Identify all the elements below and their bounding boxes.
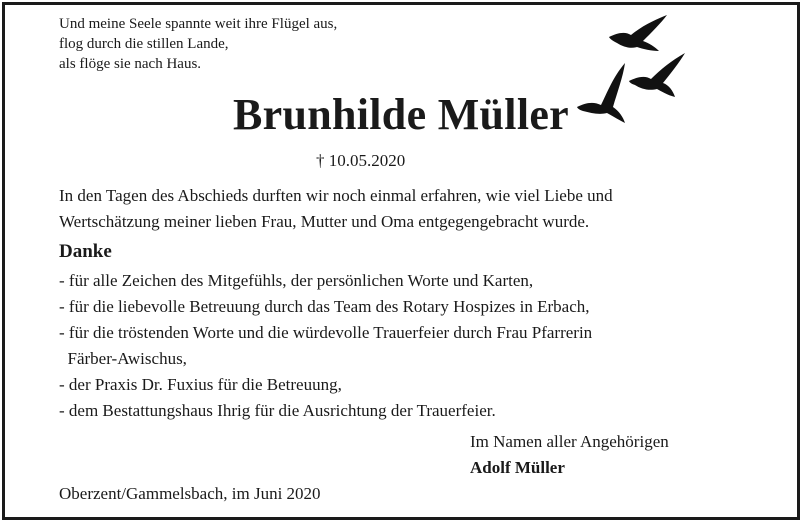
intro-line: Wertschätzung meiner lieben Frau, Mutter und Oma entgegengebracht wurde. [59, 212, 590, 231]
signature-block [470, 429, 669, 481]
list-item: - der Praxis Dr. Fuxius für die Betreuung, [59, 375, 342, 394]
thanks-list [59, 268, 592, 424]
poem [59, 14, 337, 74]
list-item: - für die tröstenden Worte und die würdevolle Trauerfeier durch Frau Pfarrerin [59, 323, 593, 342]
bird-icon [609, 15, 667, 51]
signature-line: Im Namen aller Angehörigen [470, 432, 669, 451]
list-item: - dem Bestattungshaus Ihrig für die Ausrichtung der Trauerfeier. [59, 401, 496, 420]
list-item: Färber-Awischus, [59, 349, 187, 368]
poem-line: flog durch die stillen Lande, [59, 36, 229, 52]
list-item: - für alle Zeichen des Mitgefühls, der persönlichen Worte und Karten, [59, 271, 534, 290]
obituary-notice [2, 2, 800, 520]
poem-line: als flöge sie nach Haus. [59, 56, 202, 72]
death-date: † 10.05.2020 [316, 151, 406, 170]
poem-line: Und meine Seele spannte weit ihre Flügel aus, [59, 16, 338, 32]
thanks-heading: Danke [59, 241, 112, 262]
list-item: - für die liebevolle Betreuung durch das Team des Rotary Hospizes in Erbach, [59, 297, 590, 316]
deceased-name: Brunhilde Müller [232, 90, 570, 139]
intro-text [59, 183, 613, 235]
intro-line: In den Tagen des Abschieds durften wir noch einmal erfahren, wie viel Liebe und [59, 186, 613, 205]
signer-name: Adolf Müller [470, 458, 565, 477]
place-date: Oberzent/Gammelsbach, im Juni 2020 [59, 484, 321, 503]
